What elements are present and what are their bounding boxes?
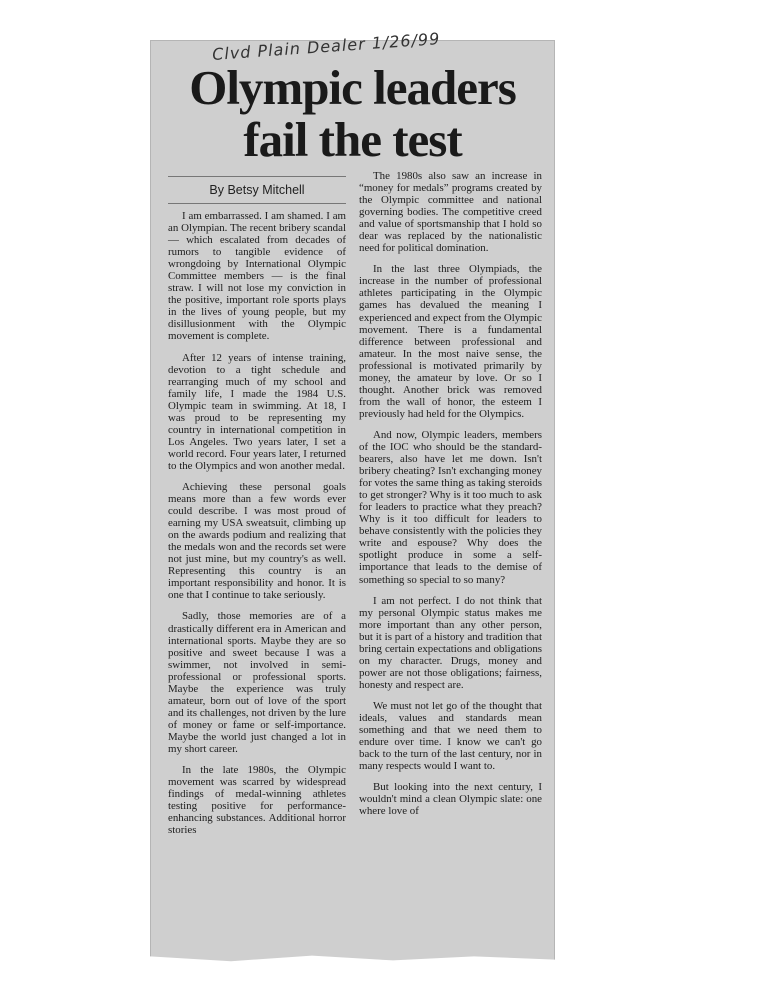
paragraph: In the late 1980s, the Olympic movement was scarred by widespread findings of medal-winning athletes testing positive for performance-enhancing substances. Additional horror stories xyxy=(168,764,346,837)
byline-rule-top xyxy=(168,176,346,177)
paragraph: But looking into the next century, I wouldn't mind a clean Olympic slate: one where love of xyxy=(359,781,542,818)
paragraph: I am embarrassed. I am shamed. I am an Olympian. The recent bribery scandal — which escalated from decades of rumors to tangible evidence of wrongdoing by International Olympic Committee members — is the final straw. I will not lose my conviction in the positive, important role sports plays in the lives of young people, but my disillusionment with the Olympic movement is complete. xyxy=(168,210,346,343)
article-column-left xyxy=(168,172,346,845)
paragraph: Achieving these personal goals means more than a few words ever could describe. I was most proud of earning my USA sweatsuit, climbing up on the awards podium and realizing that the medals won and the records set were not just mine, but my country's as well. Representing this country is an important responsibility and honor. It is one that I continue to take seriously. xyxy=(168,480,346,602)
handwritten-source-note: Clvd Plain Dealer 1/26/99 xyxy=(211,29,441,64)
paragraph: The 1980s also saw an increase in “money for medals” programs created by the Olympic committee and national governing bodies. The competitive creed and value of sportsmanship that I hold so dear was replaced by the nationalistic need for political domination. xyxy=(359,170,542,255)
paragraph: Sadly, those memories are of a drastically different era in American and international sports. Maybe they are so positive and sweet because I was a swimmer, not involved in semi-professional or professional sports. Maybe the experience was truly amateur, born out of love of the sport and its challenges, not driven by the lure of money or fame or self-importance. Maybe the world just changed a lot in my short career. xyxy=(168,610,346,755)
paragraph: I am not perfect. I do not think that my personal Olympic status makes me more important than any other person, but it is part of a history and tradition that bring certain expectations and obligations on my character. Drugs, money and power are not those obligations; fairness, honesty and respect are. xyxy=(359,594,542,691)
byline: By Betsy Mitchell xyxy=(209,183,305,197)
headline-line-2: fail the test xyxy=(243,112,462,167)
headline-line-1: Olympic leaders xyxy=(189,60,516,115)
article-column-right xyxy=(359,172,542,826)
byline-rule-bottom xyxy=(168,203,346,204)
headline xyxy=(150,62,555,166)
paragraph: We must not let go of the thought that ideals, values and standards mean something and that we need them to endure over time. I know we can't go back to the turn of the last century, nor in many respects would I want to. xyxy=(359,699,542,773)
paragraph: In the last three Olympiads, the increase in the number of professional athletes participating in the Olympic games has devalued the meaning I experienced and expect from the Olympic movement. There is a fundamental difference between professional and amateur. In the most naive sense, the professional is motivated primarily by money, the amateur by love. Or so I thought. Another brick was removed from the wall of honor, the esteem I previously had held for the Olympics. xyxy=(359,263,542,420)
paragraph: After 12 years of intense training, devotion to a tight schedule and rearranging much of my school and family life, I made the 1984 U.S. Olympic team in swimming. At 18, I was proud to be representing my country in international competition in Los Angeles. Two years later, I set a world record. Four years later, I returned to the Olympics and won another medal. xyxy=(168,351,346,472)
paragraph: And now, Olympic leaders, members of the IOC who should be the standard-bearers, also have let me down. Isn't bribery cheating? Isn't exchanging money for votes the same thing as taking steroids to get stronger? Why is it too much to ask for leaders to practice what they preach? Why is it too difficult for leaders to behave consistently with the policies they write and espouse? Why does the spotlight produce in some a self-importance that leads to the demise of something so special to so many? xyxy=(359,428,542,586)
